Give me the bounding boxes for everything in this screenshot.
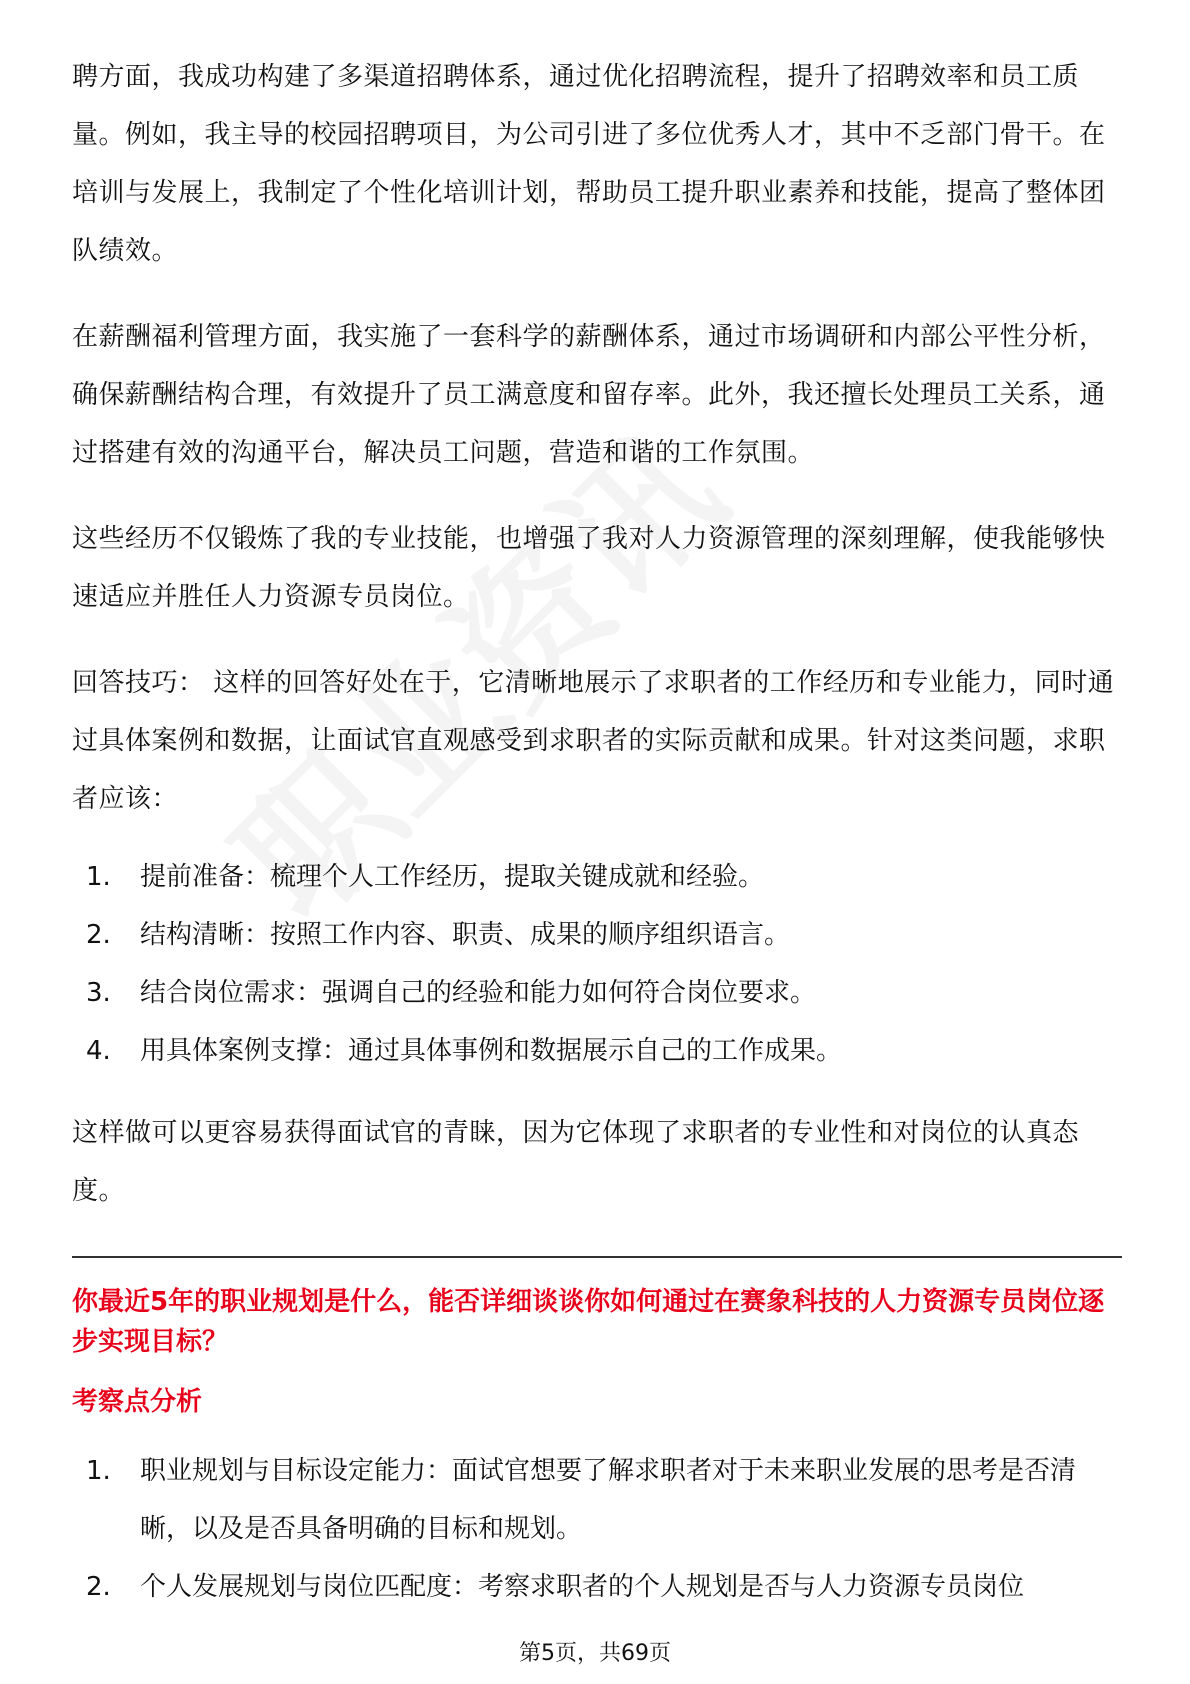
list-item — [72, 964, 1122, 1022]
list-item — [72, 1022, 1122, 1080]
tips-list — [72, 848, 1122, 1080]
list-text: 结合岗位需求：强调自己的经验和能力如何符合岗位要求。 — [140, 978, 817, 1008]
list-item — [72, 1442, 1122, 1558]
list-number: 1. — [86, 862, 111, 892]
list-number: 1. — [86, 1456, 111, 1486]
page-content — [72, 48, 1122, 1640]
page-footer: 第5页，共69页 — [519, 1641, 671, 1666]
list-number: 4. — [86, 1036, 111, 1066]
paragraph-compensation: 在薪酬福利管理方面，我实施了一套科学的薪酬体系，通过市场调研和内部公平性分析，确保薪酬结构合理，有效提升了员工满意度和留存率。此外，我还擅长处理员工关系，通过搭建有效的沟通平台，解决员工问题，营造和谐的工作氛围。 — [72, 322, 1106, 468]
list-text: 用具体案例支撑：通过具体事例和数据展示自己的工作成果。 — [140, 1036, 843, 1066]
paragraph-answer-tips: 回答技巧： 这样的回答好处在于，它清晰地展示了求职者的工作经历和专业能力，同时通过具体案例和数据，让面试官直观感受到求职者的实际贡献和成果。针对这类问题，求职者应该： — [72, 668, 1115, 814]
list-text: 结构清晰：按照工作内容、职责、成果的顺序组织语言。 — [140, 920, 791, 950]
list-text: 提前准备：梳理个人工作经历，提取关键成就和经验。 — [140, 862, 765, 892]
section-divider — [72, 1256, 1122, 1258]
list-number: 2. — [86, 1572, 111, 1602]
list-item — [72, 1558, 1122, 1616]
list-text: 职业规划与目标设定能力：面试官想要了解求职者对于未来职业发展的思考是否清晰，以及是否具备明确的目标和规划。 — [140, 1456, 1077, 1544]
analysis-title: 考察点分析 — [72, 1387, 203, 1417]
paragraph-closing: 这样做可以更容易获得面试官的青睐，因为它体现了求职者的专业性和对岗位的认真态度。 — [72, 1118, 1080, 1206]
list-number: 3. — [86, 978, 111, 1008]
paragraph-recruitment: 聘方面，我成功构建了多渠道招聘体系，通过优化招聘流程，提升了招聘效率和员工质量。例如，我主导的校园招聘项目，为公司引进了多位优秀人才，其中不乏部门骨干。在培训与发展上，我制定了个性化培训计划，帮助员工提升职业素养和技能，提高了整体团队绩效。 — [72, 62, 1106, 266]
list-number: 2. — [86, 920, 111, 950]
paragraph-summary: 这些经历不仅锻炼了我的专业技能，也增强了我对人力资源管理的深刻理解，使我能够快速适应并胜任人力资源专员岗位。 — [72, 524, 1106, 612]
list-item — [72, 906, 1122, 964]
analysis-list — [72, 1442, 1122, 1616]
list-item — [72, 848, 1122, 906]
list-text: 个人发展规划与岗位匹配度：考察求职者的个人规划是否与人力资源专员岗位 — [140, 1572, 1025, 1602]
interview-question: 你最近5年的职业规划是什么，能否详细谈谈你如何通过在赛象科技的人力资源专员岗位逐步实现目标？ — [72, 1287, 1105, 1357]
